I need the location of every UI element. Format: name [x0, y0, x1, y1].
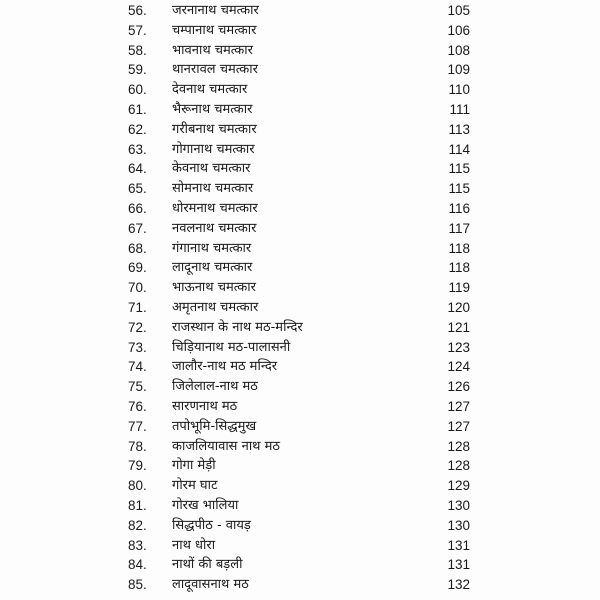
entry-title: नवलनाथ चमत्कार — [172, 220, 257, 236]
entry-title: चम्पानाथ चमत्कार — [172, 22, 257, 38]
entry-number: 65. — [128, 181, 147, 197]
entry-title: गोरख भालिया — [172, 497, 239, 513]
entry-number: 78. — [128, 438, 147, 454]
entry-number: 59. — [128, 62, 147, 78]
toc-entry — [0, 397, 600, 417]
entry-title: भैरूनाथ चमत्कार — [172, 101, 253, 117]
entry-title: देवनाथ चमत्कार — [172, 82, 248, 98]
toc-entry — [0, 575, 600, 595]
entry-page-number: 111 — [449, 101, 470, 117]
entry-number: 74. — [128, 359, 147, 375]
entry-page-number: 110 — [448, 82, 470, 98]
entry-title: लादूनाथ चमत्कार — [172, 260, 253, 276]
toc-entry — [0, 120, 600, 140]
toc-entry — [0, 298, 600, 318]
entry-number: 83. — [128, 537, 147, 553]
entry-title: सारणनाथ मठ — [172, 398, 238, 414]
entry-title: गोरम घाट — [172, 478, 218, 494]
entry-page-number: 115 — [448, 161, 470, 177]
entry-page-number: 131 — [447, 537, 470, 553]
entry-number: 84. — [128, 557, 147, 573]
entry-page-number: 124 — [447, 359, 470, 375]
entry-number: 60. — [128, 82, 147, 98]
toc-entry — [0, 377, 600, 397]
entry-page-number: 115 — [448, 181, 470, 197]
table-of-contents — [0, 1, 600, 595]
entry-number: 68. — [128, 240, 147, 256]
toc-entry — [0, 338, 600, 358]
entry-number: 61. — [128, 101, 147, 117]
entry-number: 62. — [128, 121, 147, 137]
toc-entry — [0, 417, 600, 437]
entry-title: नाथ धोरा — [172, 537, 216, 553]
entry-page-number: 130 — [447, 517, 470, 533]
entry-page-number: 109 — [447, 62, 470, 78]
entry-page-number: 108 — [447, 42, 470, 58]
entry-page-number: 117 — [448, 220, 470, 236]
entry-page-number: 120 — [447, 299, 470, 315]
entry-title: थानरावल चमत्कार — [172, 62, 258, 78]
entry-title: नाथों की बड़ली — [172, 557, 243, 573]
entry-number: 57. — [128, 22, 147, 38]
entry-page-number: 128 — [447, 458, 470, 474]
entry-title: गोगानाथ चमत्कार — [172, 141, 255, 157]
toc-entry — [0, 456, 600, 476]
entry-title: अमृतनाथ चमत्कार — [172, 299, 259, 315]
entry-number: 67. — [128, 220, 147, 236]
entry-page-number: 127 — [447, 418, 470, 434]
entry-title: गरीबनाथ चमत्कार — [172, 121, 257, 137]
entry-number: 82. — [128, 517, 147, 533]
entry-page-number: 121 — [447, 319, 470, 335]
entry-title: चिड़ियानाथ मठ-पालासनी — [172, 339, 291, 355]
entry-page-number: 128 — [447, 438, 470, 454]
entry-page-number: 114 — [448, 141, 470, 157]
entry-title: काजलियावास नाथ मठ — [172, 438, 280, 454]
entry-page-number: 119 — [448, 280, 470, 296]
entry-page-number: 113 — [448, 121, 470, 137]
toc-entry — [0, 100, 600, 120]
entry-number: 69. — [128, 260, 147, 276]
toc-entry — [0, 159, 600, 179]
entry-title: भाऊनाथ चमत्कार — [172, 280, 256, 296]
entry-number: 64. — [128, 161, 147, 177]
entry-number: 85. — [128, 577, 147, 593]
toc-entry — [0, 21, 600, 41]
entry-number: 79. — [128, 458, 147, 474]
entry-title: लादूवासनाथ मठ — [172, 577, 249, 593]
entry-page-number: 106 — [447, 22, 470, 38]
entry-number: 77. — [128, 418, 147, 434]
toc-entry — [0, 278, 600, 298]
entry-page-number: 123 — [447, 339, 470, 355]
entry-title: जिलेलाल-नाथ मठ — [172, 379, 258, 395]
toc-entry — [0, 476, 600, 496]
entry-number: 56. — [128, 3, 147, 18]
toc-entry — [0, 357, 600, 377]
entry-number: 73. — [128, 339, 147, 355]
entry-number: 71. — [128, 299, 147, 315]
toc-entry — [0, 536, 600, 556]
entry-page-number: 116 — [448, 200, 470, 216]
entry-page-number: 130 — [447, 497, 470, 513]
entry-page-number: 105 — [447, 3, 470, 18]
toc-entry — [0, 219, 600, 239]
toc-entry — [0, 60, 600, 80]
entry-title: सिद्धपीठ - वायड़ — [172, 517, 251, 533]
toc-entry — [0, 318, 600, 338]
toc-entry — [0, 1, 600, 21]
entry-number: 81. — [128, 497, 147, 513]
entry-page-number: 126 — [447, 379, 470, 395]
entry-page-number: 129 — [447, 478, 470, 494]
entry-title: गंगानाथ चमत्कार — [172, 240, 252, 256]
toc-entry — [0, 199, 600, 219]
entry-number: 63. — [128, 141, 147, 157]
entry-page-number: 132 — [447, 577, 470, 593]
entry-title: तपोभूमि-सिद्धमुख — [172, 418, 257, 434]
toc-entry — [0, 516, 600, 536]
toc-entry — [0, 41, 600, 61]
entry-number: 75. — [128, 379, 147, 395]
toc-entry — [0, 555, 600, 575]
entry-title: भावनाथ चमत्कार — [172, 42, 253, 58]
toc-entry — [0, 140, 600, 160]
entry-number: 80. — [128, 478, 147, 494]
entry-title: केवनाथ चमत्कार — [172, 161, 251, 177]
entry-page-number: 118 — [448, 240, 470, 256]
entry-title: धोरमनाथ चमत्कार — [172, 200, 258, 216]
entry-number: 70. — [128, 280, 147, 296]
toc-entry — [0, 258, 600, 278]
entry-title: राजस्थान के नाथ मठ-मन्दिर — [172, 319, 303, 335]
toc-entry — [0, 179, 600, 199]
entry-number: 66. — [128, 200, 147, 216]
entry-page-number: 118 — [448, 260, 470, 276]
entry-title: गोगा मेड़ी — [172, 458, 216, 474]
entry-page-number: 131 — [447, 557, 470, 573]
toc-entry — [0, 80, 600, 100]
toc-entry — [0, 239, 600, 259]
toc-entry — [0, 496, 600, 516]
entry-number: 72. — [128, 319, 147, 335]
entry-title: जरनानाथ चमत्कार — [172, 3, 259, 18]
entry-title: जालौर-नाथ मठ मन्दिर — [172, 359, 278, 375]
entry-page-number: 127 — [447, 398, 470, 414]
entry-number: 58. — [128, 42, 147, 58]
entry-title: सोमनाथ चमत्कार — [172, 181, 254, 197]
entry-number: 76. — [128, 398, 147, 414]
toc-entry — [0, 437, 600, 457]
